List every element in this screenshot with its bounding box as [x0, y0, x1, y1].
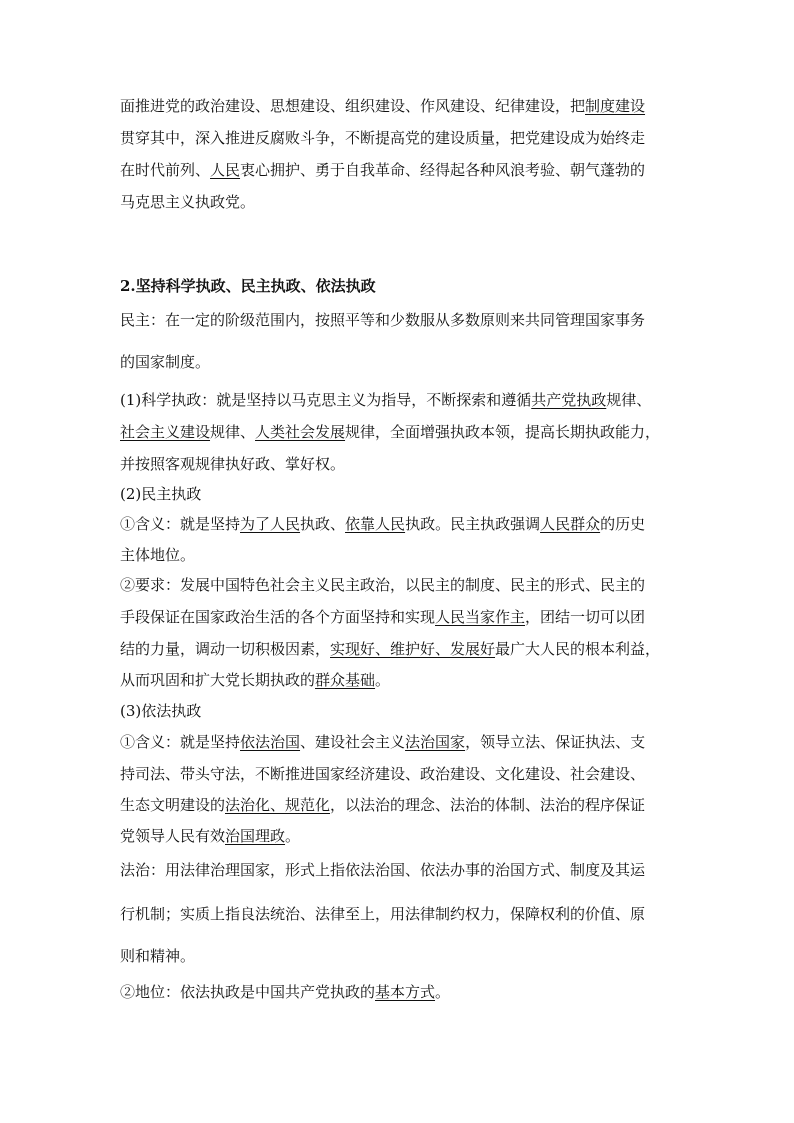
text-segment: ②要求：发展中国特色社会主义民主政治，以民主的制度、民主的形式、民主的: [120, 576, 646, 594]
text-segment: ，以法治的理念、法治的体制、法治的程序保证: [330, 796, 646, 814]
underlined-term: 为了人民: [240, 515, 301, 533]
text-line: [120, 670, 390, 690]
text-segment: 。: [435, 983, 451, 1001]
underlined-term: 法治化、规范化: [225, 796, 331, 814]
text-line: [120, 575, 645, 595]
text-line: [120, 607, 645, 627]
text-segment: 在时代前列、: [120, 161, 211, 179]
underlined-term: 依法治国: [240, 733, 301, 751]
text-segment: ①含义：就是坚持: [120, 515, 241, 533]
text-segment: 手段保证在国家政治生活的各个方面坚持和实现: [120, 608, 436, 626]
text-line: [120, 390, 651, 410]
text-line: [120, 795, 645, 815]
text-line: [120, 454, 345, 474]
text-segment: ①含义：就是坚持: [120, 733, 241, 751]
text-segment: 的历史: [600, 515, 646, 533]
underlined-term: 实现好、维护好、发展好: [330, 640, 496, 658]
subheading: [120, 484, 201, 504]
text-line: [120, 422, 660, 442]
text-segment: (3)依法执政: [120, 702, 202, 720]
text-line: [120, 96, 645, 116]
text-segment: 主体地位。: [120, 546, 196, 564]
text-segment: 行机制；实质上指良法统治、法律至上，用法律制约权力，保障权利的价值、原: [120, 905, 646, 923]
text-segment: 规律、: [606, 391, 652, 409]
text-line: [120, 732, 645, 752]
text-segment: 衷心拥护、勇于自我革命、经得起各种风浪考验、朝气蓬勃的: [240, 161, 646, 179]
text-segment: ②地位：依法执政是中国共产党执政的: [120, 983, 376, 1001]
underlined-term: 社会主义建设: [120, 423, 211, 441]
text-segment: 贯穿其中，深入推进反腐败斗争，不断提高党的建设质量，把党建设成为始终走: [120, 129, 646, 147]
text-line: [120, 982, 450, 1002]
underlined-term: 基本方式: [375, 983, 436, 1001]
text-segment: 持司法、带头守法，不断推进国家经济建设、政治建设、文化建设、社会建设、: [120, 765, 646, 783]
text-segment: 。: [375, 671, 391, 689]
text-line: [120, 160, 645, 180]
text-line: [120, 192, 255, 212]
text-line: [120, 514, 645, 534]
text-segment: 民主：在一定的阶级范围内，按照平等和少数服从多数原则来共同管理国家事务: [120, 311, 646, 329]
underlined-term: 人类社会发展: [255, 423, 346, 441]
underlined-term: 依靠人民: [345, 515, 406, 533]
underlined-term: 法治国家: [405, 733, 466, 751]
text-segment: 并按照客观规律执好政、掌好权。: [120, 455, 346, 473]
underlined-term: 制度建设: [585, 97, 646, 115]
text-segment: 从而巩固和扩大党长期执政的: [120, 671, 316, 689]
text-line: [120, 639, 660, 659]
text-line: [120, 826, 300, 846]
underlined-term: 人民群众: [540, 515, 601, 533]
text-segment: 党领导人民有效: [120, 827, 226, 845]
text-line: [120, 946, 195, 966]
underlined-term: 治国理政: [225, 827, 286, 845]
text-line: [120, 764, 645, 784]
text-segment: 最广大人民的根本利益，: [495, 640, 661, 658]
text-segment: 2.坚持科学执政、民主执政、依法执政: [120, 277, 376, 295]
text-segment: 执政。民主执政强调: [405, 515, 541, 533]
text-line: [120, 310, 645, 330]
underlined-term: 人民: [210, 161, 241, 179]
text-segment: 。: [285, 827, 301, 845]
text-segment: 规律、: [210, 423, 256, 441]
text-line: [120, 128, 645, 148]
text-segment: 、建设社会主义: [300, 733, 406, 751]
text-line: [120, 352, 210, 372]
text-segment: (2)民主执政: [120, 485, 202, 503]
text-line: [120, 904, 645, 924]
text-segment: ，团结一切可以团: [525, 608, 646, 626]
underlined-term: 群众基础: [315, 671, 376, 689]
text-segment: 生态文明建设的: [120, 796, 226, 814]
underlined-term: 人民当家作主: [435, 608, 526, 626]
text-segment: 规律，全面增强执政本领，提高长期执政能力，: [345, 423, 661, 441]
text-segment: 的国家制度。: [120, 353, 211, 371]
subheading: [120, 701, 201, 721]
text-line: [120, 545, 195, 565]
text-segment: 法治：用法律治理国家，形式上指依法治国、依法办事的治国方式、制度及其运: [120, 861, 646, 879]
text-segment: ，领导立法、保证执法、支: [465, 733, 646, 751]
section-heading: [120, 276, 376, 296]
text-line: [120, 860, 645, 880]
underlined-term: 共产党执政: [531, 391, 607, 409]
text-segment: 结的力量，调动一切积极因素，: [120, 640, 331, 658]
text-segment: 面推进党的政治建设、思想建设、组织建设、作风建设、纪律建设，把: [120, 97, 586, 115]
text-segment: 则和精神。: [120, 947, 196, 965]
text-segment: (1)科学执政：就是坚持以马克思主义为指导，不断探索和遵循: [120, 391, 532, 409]
text-segment: 马克思主义执政党。: [120, 193, 256, 211]
text-segment: 执政、: [300, 515, 346, 533]
